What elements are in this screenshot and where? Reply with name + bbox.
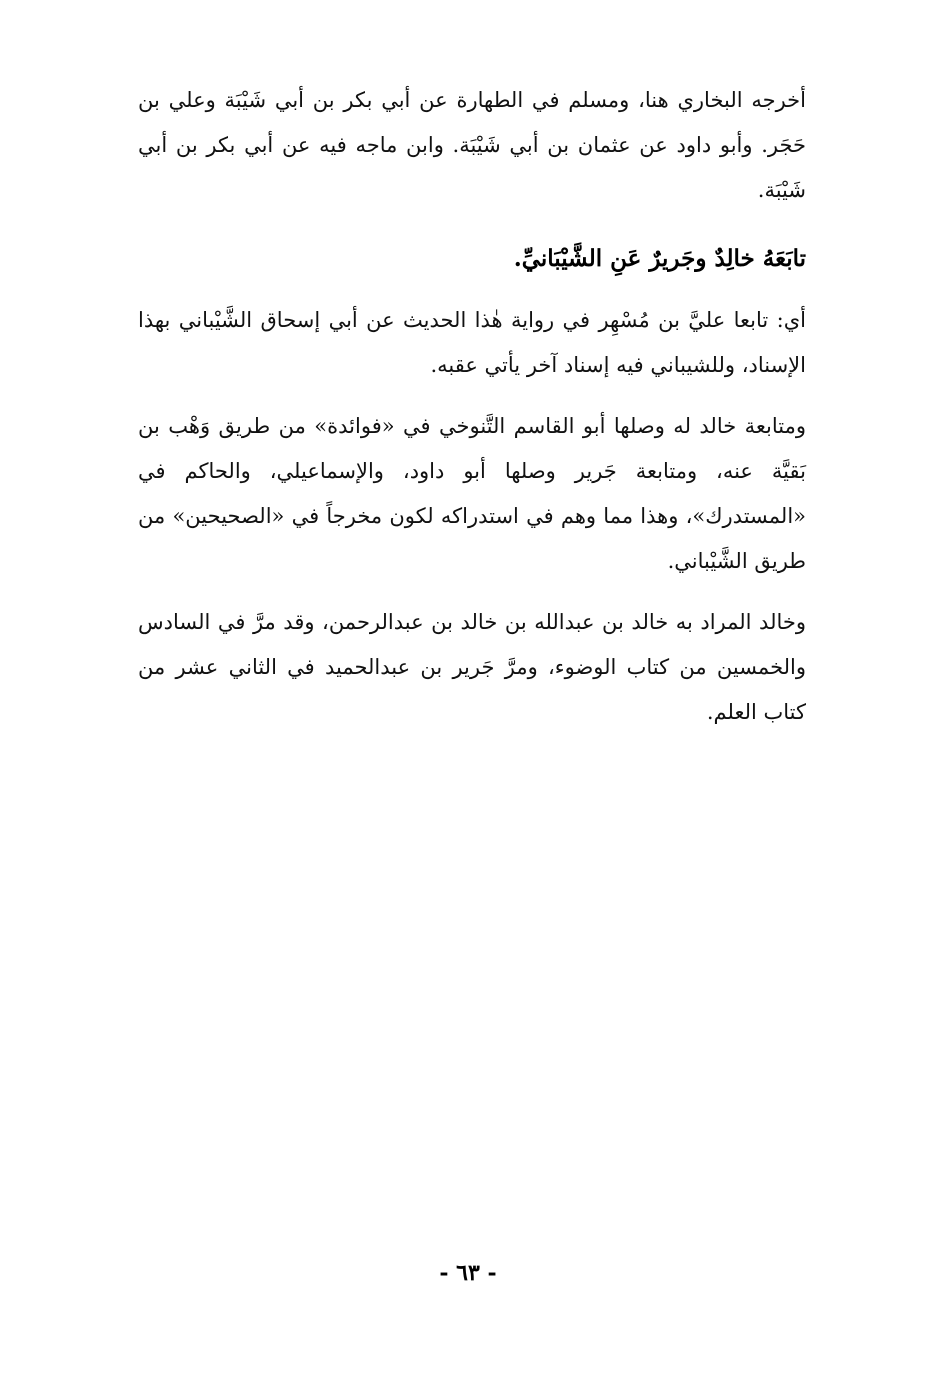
paragraph-4: [138, 600, 806, 735]
page-number: - ٦٣ -: [439, 1260, 497, 1286]
paragraph-2: [138, 298, 806, 388]
paragraph-1-text: أخرجه البخاري هنا، ومسلم في الطهارة عن أبي بكر بن أبي شَيْبَة وعلي بن حَجَر. وأبو داود عن عثمان بن أبي شَيْبَة. وابن ماجه فيه عن أبي بكر بن أبي شَيْبَة.: [138, 88, 806, 202]
paragraph-1: [138, 78, 806, 213]
section-heading: تابَعَهُ خالِدٌ وجَريرٌ عَنِ الشَّيْبَانيِّ.: [513, 245, 806, 272]
paragraph-3-text: ومتابعة خالد له وصلها أبو القاسم التَّنوخي في «فوائدة» من طريق وَهْب بن بَقيَّة عنه، ومتابعة جَرير وصلها أبو داود، والإسماعيلي، والحاكم في «المستدرك»، وهذا مما وهم في استدراكه لكون مخرجاً في «الصحيحين» من طريق الشَّيْباني.: [138, 414, 807, 573]
paragraph-4-text: وخالد المراد به خالد بن عبدالله بن خالد بن عبدالرحمن، وقد مرَّ في السادس والخمسين من كتاب الوضوء، ومرَّ جَرير بن عبدالحميد في الثاني عشر من كتاب العلم.: [138, 610, 806, 724]
paragraph-3: [138, 404, 806, 584]
paragraph-2-text: أي: تابعا عليَّ بن مُسْهِر في رواية هٰذا الحديث عن أبي إسحاق الشَّيْباني بهذا الإسناد، وللشيباني فيه إسناد آخر يأتي عقبه.: [138, 308, 806, 377]
